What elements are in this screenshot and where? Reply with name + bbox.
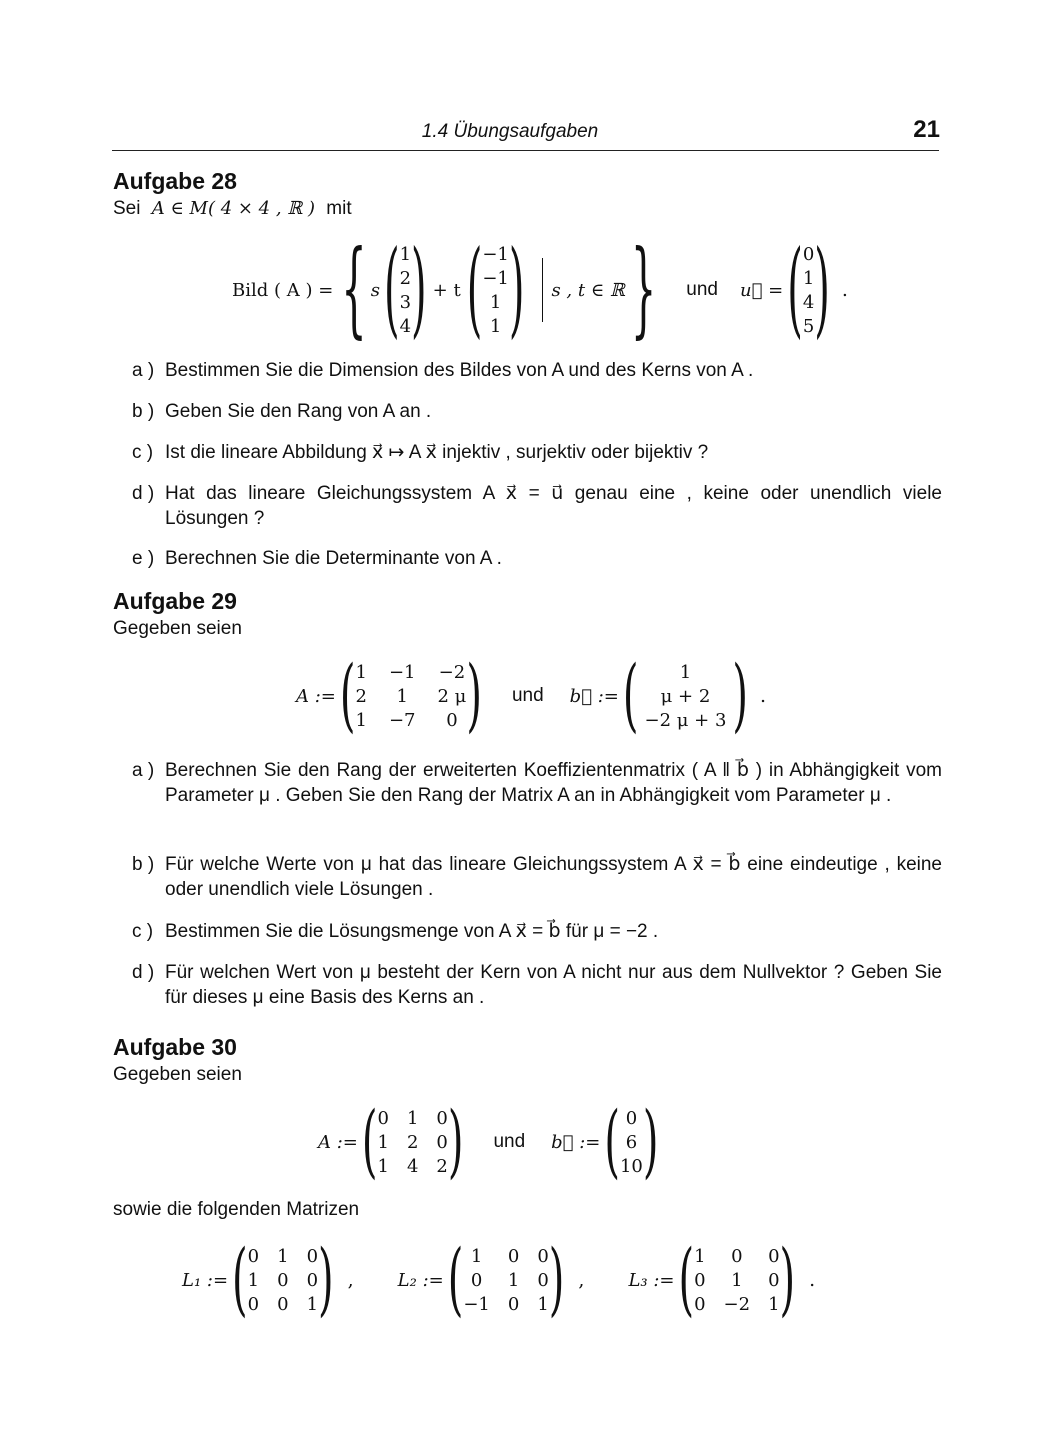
matrix-A-entry: 1	[355, 661, 367, 683]
matrix-L1-entry: 1	[277, 1245, 289, 1267]
vector-b: ( 1 μ + 2 −2 μ + 3 )	[622, 650, 749, 742]
intro-text: Sei	[113, 198, 141, 219]
matrix-A-entry: 1	[377, 1155, 389, 1177]
vector-2: ( −1 −1 1 1 )	[466, 230, 525, 350]
matrix-A-entry: 1	[355, 709, 367, 731]
bild-label: Bild ( A ) =	[232, 279, 334, 301]
matrix-L1-entry: 0	[277, 1269, 289, 1291]
sowie-text: sowie die folgenden Matrizen	[113, 1199, 360, 1220]
exercise-28-item	[132, 399, 942, 424]
vector-u-entry: 4	[802, 291, 815, 313]
item-text: Berechnen Sie den Rang der erweiterten Koeffizientenmatrix ( A ‖ b⃗ ) in Abhängigkeit vom Parameter μ . Geben Sie den Rang der Matrix A an in Abhängigkeit vom Parameter μ .	[165, 760, 942, 806]
vector-u-entry: 5	[802, 315, 815, 337]
plus-t	[433, 280, 461, 301]
exercise-29-item	[132, 919, 942, 944]
set-bar	[542, 258, 543, 322]
matrix-L3-entry: 1	[768, 1293, 780, 1315]
vector-1-entry: 2	[399, 267, 412, 289]
item-label: c )	[132, 921, 154, 942]
matrix-A-entry: 1	[406, 1107, 419, 1129]
vector-b-entry: 0	[625, 1107, 638, 1129]
matrix-A: ( 1 −1 −2 2 1 2 μ 1 −7 0 )	[339, 650, 482, 742]
exercise-30-intro: Gegeben seien	[113, 1064, 242, 1085]
vector-2-entry: −1	[482, 243, 509, 265]
matrix-A-entry: −2	[438, 661, 466, 683]
vector-b-entry: 1	[679, 661, 692, 683]
matrix-L1-entry: 1	[306, 1293, 319, 1315]
L3-label: L₃ :=	[628, 1269, 675, 1291]
matrix-L3-entry: 1	[694, 1245, 706, 1267]
matrix-A-entry: 2 μ	[437, 685, 467, 707]
vector-u-entry: 0	[802, 243, 815, 265]
matrix-L1-entry: 0	[247, 1293, 260, 1315]
vector-2-entry: 1	[489, 315, 502, 337]
vector-b-entry: 6	[625, 1131, 638, 1153]
matrix-L1-entry: 0	[247, 1245, 260, 1267]
matrix-L2-entry: −1	[463, 1293, 490, 1315]
vector-2-entry: 1	[489, 291, 502, 313]
vector-1-entry: 3	[399, 291, 412, 313]
item-label: e )	[132, 548, 155, 569]
period: .	[760, 685, 767, 707]
period: .	[841, 279, 848, 301]
exercise-30-title: Aufgabe 30	[113, 1034, 237, 1060]
matrix-L2: ( 1 0 0 0 1 0 −1 0 1 )	[447, 1234, 565, 1326]
matrix-L3-entry: 0	[768, 1269, 780, 1291]
running-header: 1.4 Übungsaufgaben	[421, 121, 599, 142]
period: .	[809, 1269, 816, 1291]
und-word: und	[493, 1131, 526, 1152]
exercise-29-item	[132, 960, 942, 1010]
exercise-28-intro	[113, 198, 352, 220]
matrix-L3-entry: 0	[768, 1245, 780, 1267]
matrix-L2-entry: 1	[537, 1293, 549, 1315]
comma: ,	[347, 1269, 354, 1291]
matrix-L2-entry: 1	[470, 1245, 483, 1267]
item-label: b )	[132, 401, 155, 422]
matrix-A-entry: 2	[406, 1131, 419, 1153]
intro-math: A ∈ M( 4 × 4 , ℝ )	[151, 198, 315, 219]
item-label: d )	[132, 483, 155, 504]
vector-b-entry: μ + 2	[660, 685, 711, 707]
matrix-L3: ( 1 0 0 0 1 0 0 −2 1 )	[678, 1234, 796, 1326]
matrix-L3-entry: 0	[694, 1269, 706, 1291]
item-text: Bestimmen Sie die Lösungsmenge von A x⃗ = b⃗ für μ = −2 .	[165, 921, 659, 942]
item-label: d )	[132, 962, 155, 983]
exercise-28-item	[132, 481, 942, 531]
matrix-A-entry: 0	[436, 1131, 448, 1153]
matrix-L2-entry: 0	[470, 1269, 483, 1291]
exercise-29-intro: Gegeben seien	[113, 618, 242, 639]
image-of-A-formula	[232, 230, 848, 350]
b-label: b⃗ :=	[569, 685, 619, 707]
matrix-A-entry: 4	[406, 1155, 419, 1177]
exercise-29-item	[132, 852, 942, 902]
vector-2-entry: −1	[482, 267, 509, 289]
plus-t-text: + t	[432, 279, 461, 301]
matrix-A: ( 0 1 0 1 2 0 1 4 2 )	[361, 1096, 464, 1188]
matrix-A-entry: 0	[446, 709, 458, 731]
item-text: Für welche Werte von μ hat das lineare Gleichungssystem A x⃗ = b⃗ eine eindeutige , keine oder unendlich viele Lösungen .	[165, 854, 942, 900]
b-label: b⃗ :=	[551, 1131, 601, 1153]
page-number: 21	[913, 116, 940, 143]
header-rule	[112, 150, 939, 151]
matrix-L2-entry: 0	[507, 1293, 520, 1315]
intro-text: mit	[326, 198, 352, 219]
exercise-30-formula	[318, 1096, 662, 1188]
item-label: a )	[132, 760, 155, 781]
matrix-A-entry: −7	[388, 709, 416, 731]
vector-u: ( 0 1 4 5 )	[787, 230, 830, 350]
vector-u-entry: 1	[802, 267, 815, 289]
left-brace: {	[341, 230, 367, 350]
matrix-L1-entry: 1	[247, 1269, 260, 1291]
item-text: Hat das lineare Gleichungssystem A x⃗ = u⃗ genau eine , keine oder unendlich viele Lösungen ?	[165, 483, 942, 529]
matrix-A-entry: 1	[377, 1131, 389, 1153]
A-label: A :=	[296, 685, 336, 707]
L2-label: L₂ :=	[397, 1269, 444, 1291]
item-label: b )	[132, 854, 155, 875]
matrix-L2-entry: 0	[507, 1245, 520, 1267]
A-label: A :=	[318, 1131, 358, 1153]
matrix-A-entry: 1	[396, 685, 408, 707]
matrix-L2-entry: 1	[507, 1269, 520, 1291]
item-text: Ist die lineare Abbildung x⃗ ↦ A x⃗ injektiv , surjektiv oder bijektiv ?	[165, 442, 709, 463]
matrix-A-entry: 2	[355, 685, 367, 707]
vector-1: ( 1 2 3 4 )	[383, 230, 427, 350]
matrix-A-entry: −1	[388, 661, 416, 683]
exercise-28-title: Aufgabe 28	[113, 168, 237, 194]
vector-b-entry: −2 μ + 3	[644, 709, 727, 731]
und-word: und	[686, 279, 718, 300]
exercise-29-formula	[296, 650, 767, 742]
matrix-L1-entry: 0	[306, 1269, 319, 1291]
comma: ,	[578, 1269, 585, 1291]
L-matrices-formula	[182, 1234, 816, 1326]
vector-b-entry: 10	[619, 1155, 643, 1177]
u-label: u⃗ =	[740, 279, 784, 301]
right-brace: }	[630, 230, 657, 350]
item-label: a )	[132, 360, 155, 381]
exercise-29-title: Aufgabe 29	[113, 588, 237, 614]
matrix-L2-entry: 0	[537, 1269, 549, 1291]
exercise-28-item	[132, 358, 942, 383]
item-text: Für welchen Wert von μ besteht der Kern von A nicht nur aus dem Nullvektor ? Geben Sie für dieses μ eine Basis des Kerns an .	[165, 962, 942, 1008]
matrix-L3-entry: 0	[694, 1293, 706, 1315]
matrix-A-entry: 2	[436, 1155, 448, 1177]
matrix-L1-entry: 0	[306, 1245, 319, 1267]
vector-1-entry: 4	[399, 315, 412, 337]
matrix-A-entry: 0	[377, 1107, 389, 1129]
exercise-28-item	[132, 546, 942, 571]
vector-1-entry: 1	[399, 243, 412, 265]
item-text: Bestimmen Sie die Dimension des Bildes von A und des Kerns von A .	[165, 360, 754, 381]
vector-b: ( 0 6 10 )	[604, 1096, 659, 1188]
param-s: s	[370, 279, 380, 301]
item-label: c )	[132, 442, 154, 463]
matrix-A-entry: 0	[436, 1107, 448, 1129]
matrix-L2-entry: 0	[537, 1245, 549, 1267]
exercise-29-item	[132, 758, 942, 808]
item-text: Berechnen Sie die Determinante von A .	[165, 548, 502, 569]
set-condition: s , t ∈ ℝ	[551, 279, 625, 301]
item-text: Geben Sie den Rang von A an .	[165, 401, 432, 422]
L1-label: L₁ :=	[182, 1269, 229, 1291]
matrix-L3-entry: 0	[731, 1245, 743, 1267]
und-word: und	[511, 685, 544, 706]
exercise-28-item	[132, 440, 942, 465]
matrix-L1-entry: 0	[277, 1293, 289, 1315]
matrix-L3-entry: 1	[731, 1269, 743, 1291]
matrix-L1: ( 0 1 0 1 0 0 0 0 1 )	[232, 1234, 334, 1326]
matrix-L3-entry: −2	[723, 1293, 751, 1315]
